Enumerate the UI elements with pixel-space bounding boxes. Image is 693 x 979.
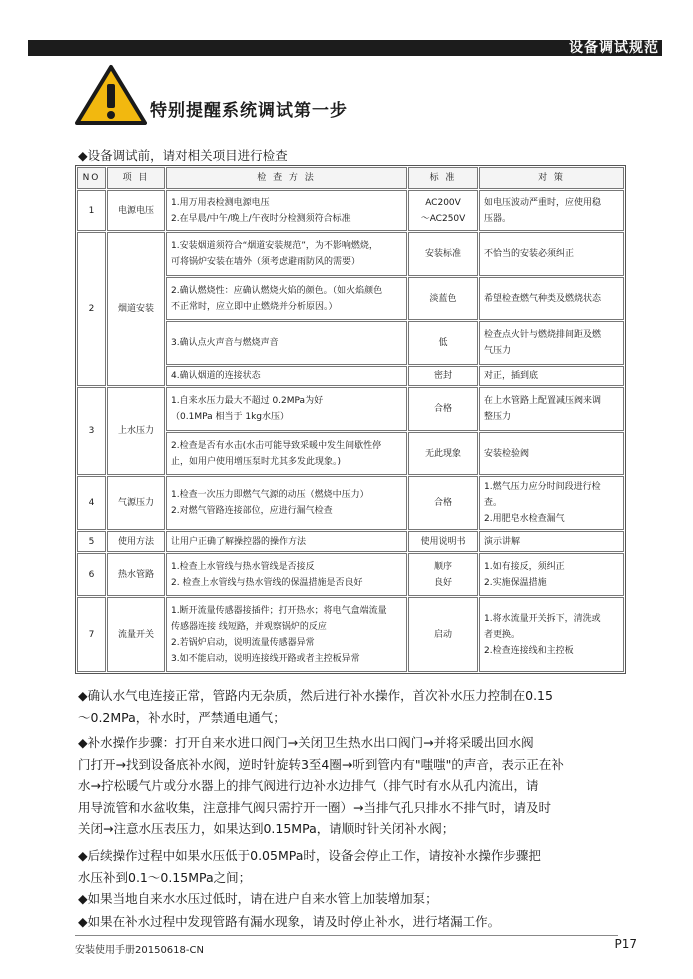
note-text: 如果在补水过程中发现管路有漏水现象，请及时停止补水，进行堵漏工作。: [87, 914, 501, 929]
bullet-icon: ◆: [78, 735, 88, 750]
note-line: 用导流管和水盆收集，注意排气阀只需拧开一圈）→当排气孔只排水不排气时，请及时: [78, 799, 551, 815]
check-standard: [408, 531, 478, 552]
check-action: [479, 366, 624, 387]
table-row: [77, 476, 624, 530]
check-method: [166, 476, 407, 530]
header-standard: 标 准: [408, 167, 478, 189]
row-number: 3: [77, 387, 106, 475]
note-paragraph: [78, 888, 638, 910]
header-no: NO: [77, 167, 106, 189]
check-method-line: 1.自来水压力最大不超过 0.2MPa为好: [171, 396, 324, 407]
check-method-line: 不正常时，应立即中止燃烧并分析原因。）: [171, 301, 338, 312]
check-action-line: 查。: [484, 498, 503, 509]
check-action-line: 安装检验阀: [484, 448, 530, 459]
check-standard-line: ～AC250V: [420, 213, 466, 224]
check-action: [479, 553, 624, 596]
check-method: [166, 531, 407, 552]
check-standard: [408, 366, 478, 387]
row-item: 热水管路: [107, 553, 165, 596]
row-number: 2: [77, 232, 106, 386]
check-method-line: 3.确认点火声音与燃烧声音: [171, 338, 279, 349]
bullet-icon: ◆: [78, 148, 88, 163]
note-line: 水压补到0.1～0.15MPa之间；: [78, 869, 252, 885]
check-method-line: 3.如不能启动，说明连接线开路或者主控板异常: [171, 653, 360, 664]
check-action-line: 演示讲解: [484, 536, 521, 547]
check-standard-line: 顺序: [433, 561, 452, 572]
check-action-line: 气压力: [484, 346, 512, 357]
table-row: [77, 553, 624, 596]
check-standard-line: 启动: [433, 629, 452, 640]
table-row: [77, 190, 624, 231]
check-method-line: 传感器连接 线短路，并观察锅炉的反应: [171, 621, 327, 632]
row-number: 7: [77, 597, 106, 672]
note-paragraph: [78, 911, 638, 933]
intro-text: 设备调试前，请对相关项目进行检查: [87, 148, 288, 163]
row-number: 6: [77, 553, 106, 596]
row-number: 1: [77, 190, 106, 231]
note-line: 水→拧松暖气片或分水器上的排气阀进行边补水边排气（排气时有水从孔内流出，请: [78, 778, 539, 793]
check-action-line: 者更换。: [484, 629, 521, 640]
check-action: [479, 387, 624, 430]
check-standard-line: 使用说明书: [420, 536, 466, 547]
check-action-line: 希望检查燃气种类及燃烧状态: [484, 293, 602, 304]
check-method-line: 2.若锅炉启动，说明流量传感器异常: [171, 637, 315, 648]
check-action-line: 2.用肥皂水检查漏气: [484, 514, 565, 525]
table-row: [77, 597, 624, 672]
check-method: [166, 190, 407, 231]
note-text: 如果当地自来水水压过低时，请在进户自来水管上加装增加泵；: [87, 891, 438, 906]
note-line: [78, 888, 638, 910]
check-method: [166, 597, 407, 672]
check-method: [166, 553, 407, 596]
check-standard-line: 合格: [433, 404, 452, 415]
check-action: [479, 531, 624, 552]
check-action-line: 如电压波动严重时，应使用稳: [484, 197, 602, 208]
check-standard-line: AC200V: [425, 197, 461, 208]
note-line: 关闭→注意水压表压力，如果达到0.15MPa，请顺时针关闭补水阀；: [78, 821, 455, 836]
header-method: 检 查 方 法: [166, 167, 407, 189]
check-action: [479, 277, 624, 320]
manual-id: 安装使用手册20150618-CN: [75, 945, 204, 956]
check-method-line: 1.检查一次压力即燃气气源的动压（燃烧中压力）: [171, 490, 369, 501]
row-number: 5: [77, 531, 106, 552]
check-standard-line: 安装标准: [424, 249, 461, 260]
check-action-line: 1.如有接反，须纠正: [484, 561, 565, 572]
note-text: 后续操作过程中如果水压低于0.05MPa时，设备会停止工作，请按补水操作步骤把: [87, 848, 541, 863]
check-method-line: 1.断开流量传感器接插件；打开热水；将电气盒端流量: [171, 605, 387, 616]
check-action: [479, 190, 624, 231]
check-standard-line: 低: [438, 338, 448, 349]
check-standard: [408, 476, 478, 530]
page-number: P17: [614, 937, 637, 951]
note-line: [78, 911, 638, 933]
check-method-line: 1.用万用表检测电源电压: [171, 197, 270, 208]
check-action-line: 在上水管路上配置减压阀来调: [484, 396, 602, 407]
check-standard: [408, 190, 478, 231]
bullet-icon: ◆: [78, 688, 88, 703]
check-method-line: 2.对燃气管路连接部位，应进行漏气检查: [171, 506, 333, 517]
row-item: 使用方法: [107, 531, 165, 552]
check-method-line: 1.安装烟道须符合“烟道安装规范”，为不影响燃烧，: [171, 241, 378, 252]
footer-divider: [75, 935, 618, 936]
note-line: [78, 685, 638, 707]
check-standard: [408, 432, 478, 475]
check-standard: [408, 553, 478, 596]
note-line: ～0.2MPa，补水时，严禁通电通气；: [78, 709, 286, 725]
row-number: 4: [77, 476, 106, 530]
check-action-line: 整压力: [484, 412, 512, 423]
check-action: [479, 432, 624, 475]
bullet-icon: ◆: [78, 891, 88, 906]
section-title: 设备调试规范: [569, 40, 659, 56]
row-item: 上水压力: [107, 387, 165, 475]
check-method: [166, 321, 407, 364]
check-action: [479, 476, 624, 530]
check-standard-line: 无此现象: [424, 448, 461, 459]
check-standard-line: 良好: [433, 577, 452, 588]
check-standard: [408, 387, 478, 430]
check-action-line: 1.将水流量开关拆下，清洗或: [484, 613, 601, 624]
table-row: [77, 531, 624, 552]
check-method: [166, 387, 407, 430]
check-standard: [408, 232, 478, 275]
header-item: 项 目: [107, 167, 165, 189]
check-method-line: 2.检查是否有水击(水击可能导致采暖中发生间歇性停: [171, 440, 382, 451]
header-bar: [28, 40, 662, 56]
check-method: [166, 277, 407, 320]
check-action-line: 检查点火针与燃烧排间距及燃: [484, 330, 602, 341]
check-standard: [408, 597, 478, 672]
check-action-line: 1.燃气压力应分时间段进行检: [484, 482, 601, 493]
check-method-line: （0.1MPa 相当于 1kg水压）: [171, 412, 289, 423]
check-method-line: 4.确认烟道的连接状态: [171, 371, 261, 382]
note-line: 门打开→找到设备底补水阀，逆时针旋转3至4圈→听到管内有"嗤嗤"的声音，表示正在补: [78, 756, 564, 772]
check-method: [166, 232, 407, 275]
table-row: [77, 387, 624, 430]
check-method: [166, 432, 407, 475]
check-action: [479, 321, 624, 364]
check-action: [479, 597, 624, 672]
check-method-line: 让用户正确了解操控器的操作方法: [171, 536, 307, 547]
bullet-icon: ◆: [78, 848, 88, 863]
check-action-line: 不恰当的安装必须纠正: [484, 249, 575, 260]
table-header-row: [77, 167, 624, 189]
note-line: [78, 732, 638, 754]
row-item: 气源压力: [107, 476, 165, 530]
note-paragraph: [78, 685, 638, 728]
check-method-line: 2. 检查上水管线与热水管线的保温措施是否良好: [171, 577, 363, 588]
note-paragraph: [78, 732, 638, 840]
note-text: 确认水气电连接正常，管路内无杂质，然后进行补水操作，首次补水压力控制在0.15: [87, 688, 553, 703]
inspection-table: [75, 165, 626, 674]
header-action: 对 策: [479, 167, 624, 189]
warning-icon: [75, 64, 147, 126]
check-method-line: 止，如用户使用增压泵时尤其多发此现象。): [171, 456, 342, 467]
intro-line: [78, 146, 288, 164]
check-action-line: 压器。: [484, 213, 512, 224]
bullet-icon: ◆: [78, 914, 88, 929]
note-text: 补水操作步骤：打开自来水进口阀门→关闭卫生热水出口阀门→并将采暖出回水阀: [87, 735, 534, 750]
check-method-line: 1.检查上水管线与热水管线是否接反: [171, 561, 315, 572]
note-line: [78, 845, 638, 867]
table-row: [77, 232, 624, 275]
check-standard: [408, 277, 478, 320]
check-standard-line: 合格: [433, 498, 452, 509]
check-action: [479, 232, 624, 275]
note-paragraph: [78, 845, 638, 888]
check-action-line: 2.实施保温措施: [484, 577, 547, 588]
check-standard: [408, 321, 478, 364]
page-title: 特别提醒系统调试第一步: [150, 101, 348, 121]
row-item: 烟道安装: [107, 232, 165, 386]
check-method-line: 可将锅炉安装在墙外（须考虑避雨防风的需要）: [171, 257, 361, 268]
check-standard-line: 密封: [433, 371, 452, 382]
check-standard-line: 淡蓝色: [429, 293, 457, 304]
check-method-line: 2.确认燃烧性：应确认燃烧火焰的颜色。（如火焰颜色: [171, 285, 383, 296]
check-method-line: 2.在早晨/中午/晚上/午夜时分检测须符合标准: [171, 213, 351, 224]
row-item: 电源电压: [107, 190, 165, 231]
row-item: 流量开关: [107, 597, 165, 672]
check-action-line: 对正，插到底: [484, 371, 539, 382]
check-method: [166, 366, 407, 387]
check-action-line: 2.检查连接线和主控板: [484, 645, 574, 656]
